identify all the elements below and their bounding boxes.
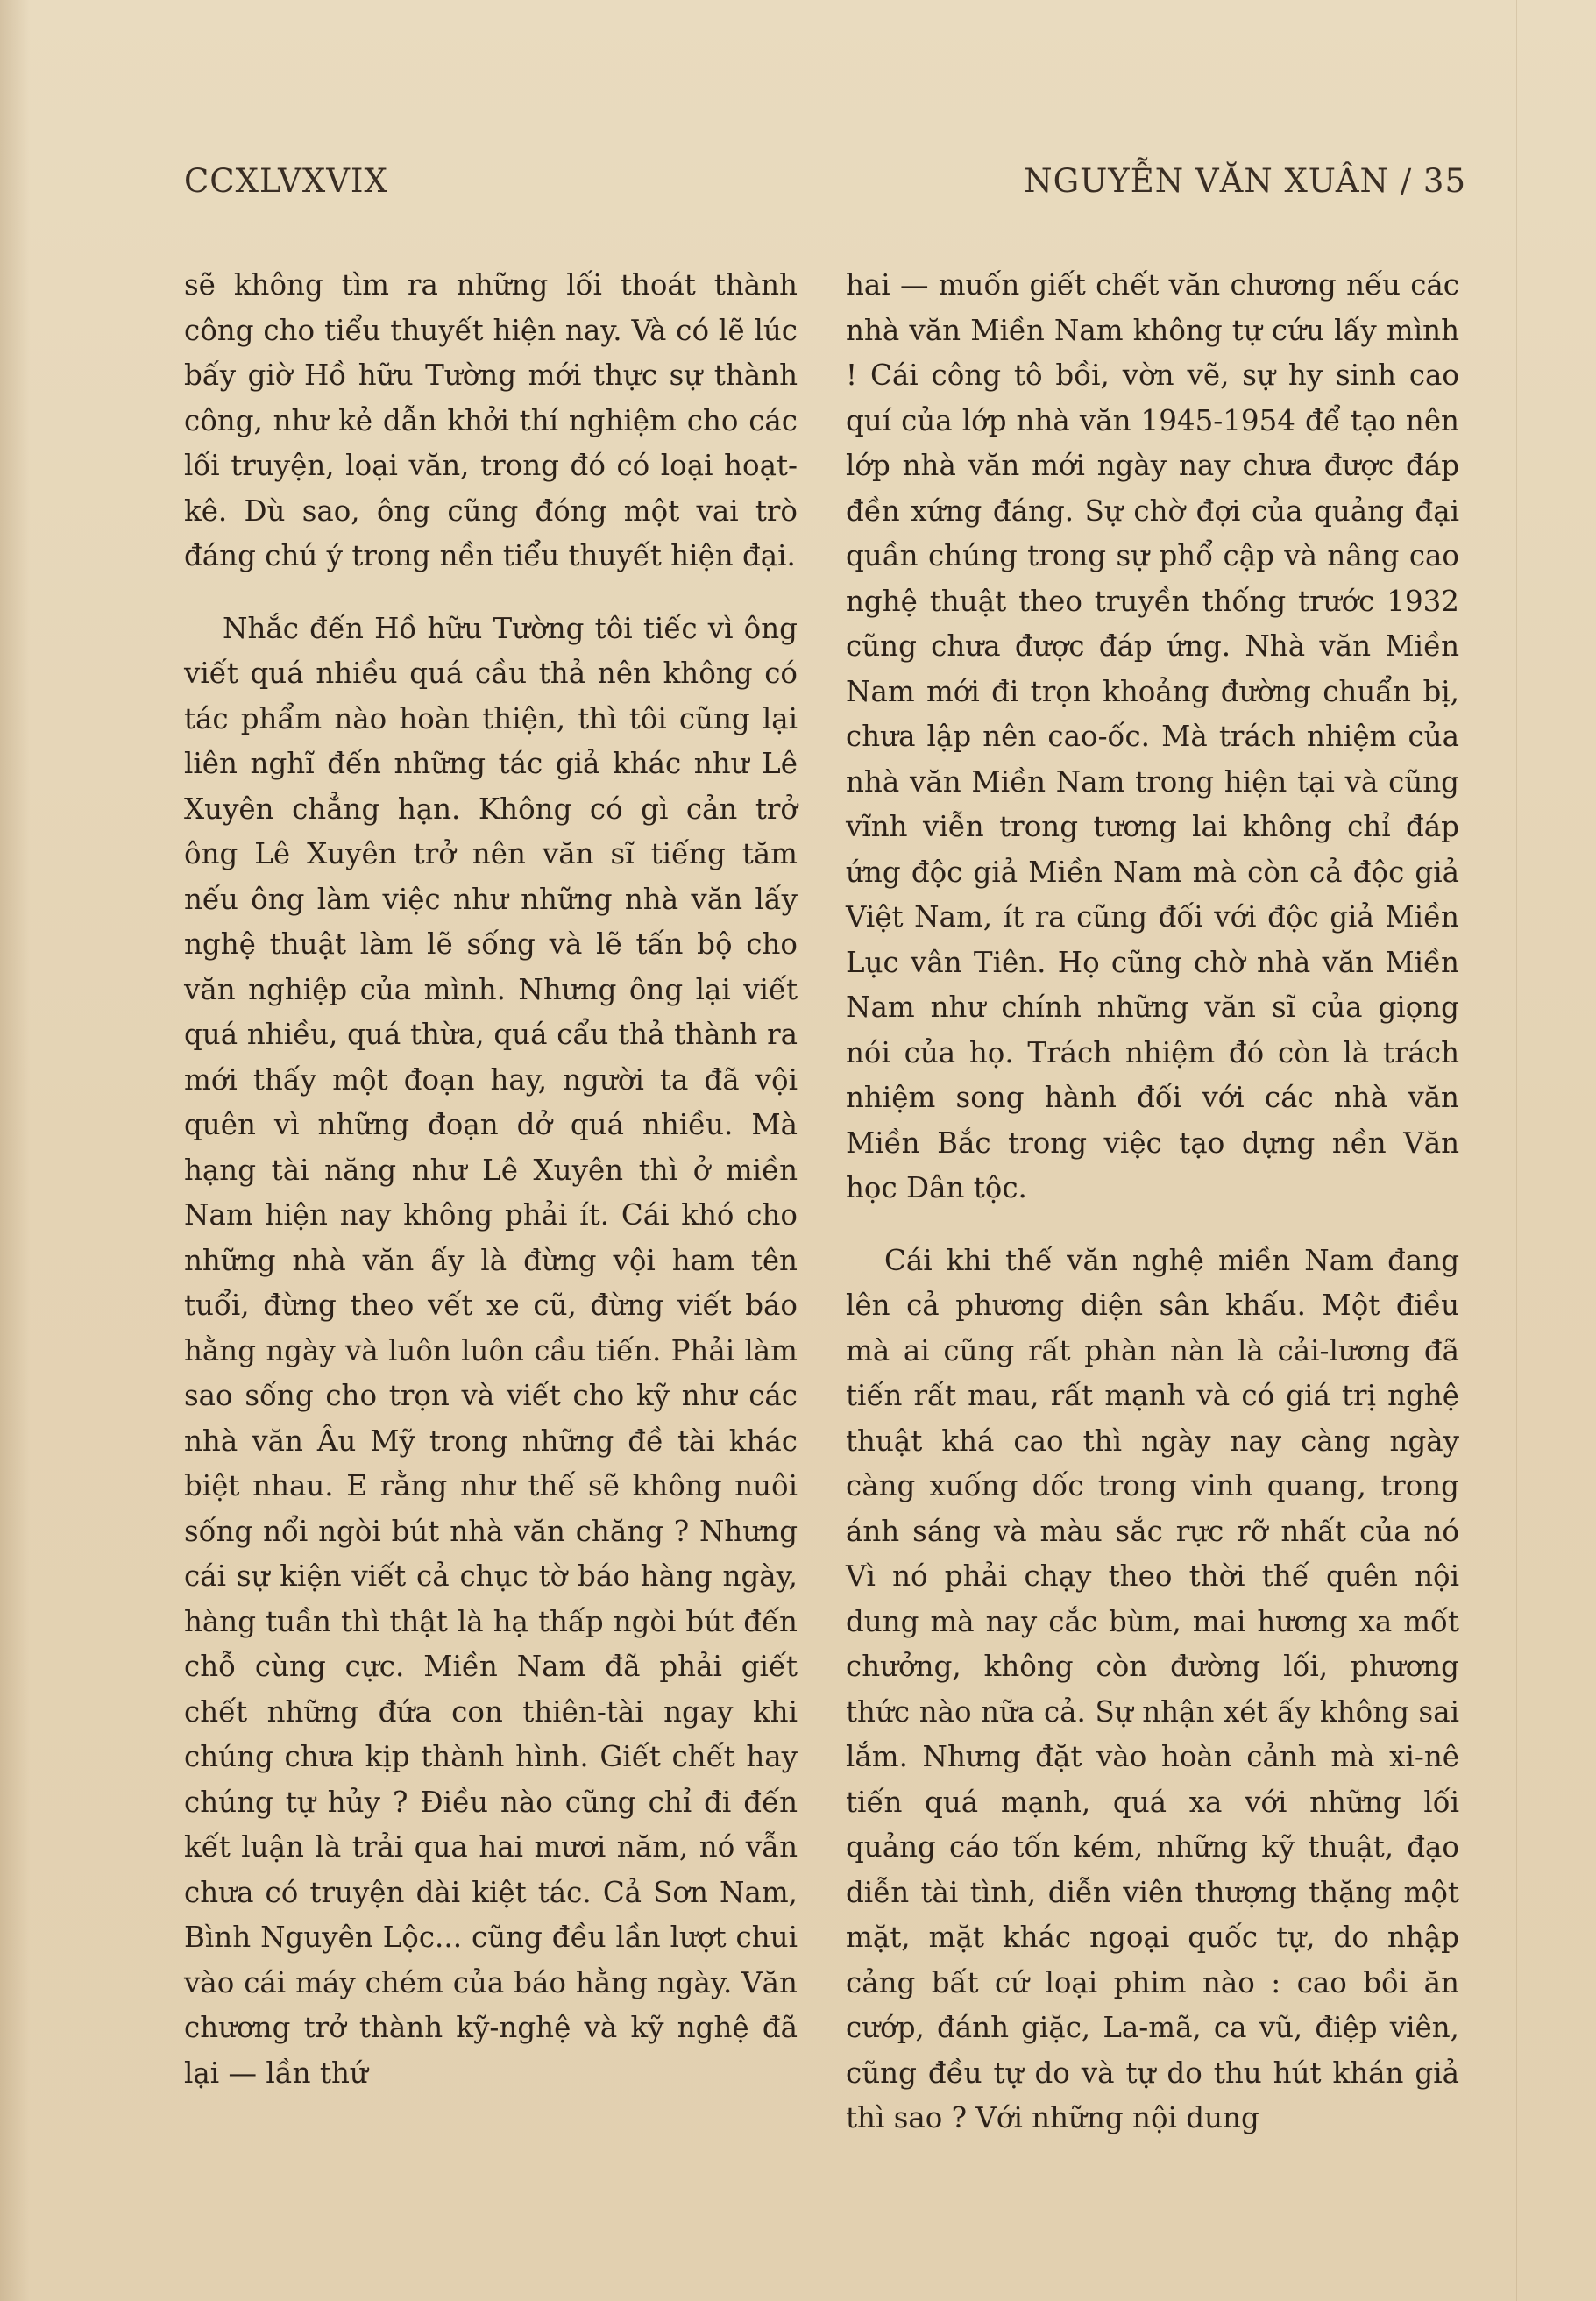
header-author-page-number: NGUYỄN VĂN XUÂN / 35 xyxy=(1024,162,1466,200)
page-fold-line xyxy=(1516,0,1517,2301)
text-column-right xyxy=(846,263,1459,2141)
paragraph: sẽ không tìm ra những lối thoát thành công cho tiểu thuyết hiện nay. Và có lẽ lúc bấy giờ Hồ hữu Tường mới thực sự thành công, như kẻ dẫn khởi thí nghiệm cho các lối truyện, loại văn, trong đó có loại hoạt-kê. Dù sao, ông cũng đóng một vai trò đáng chú ý trong nền tiểu thuyết hiện đại. xyxy=(184,268,798,572)
paragraph: Cái khi thế văn nghệ miền Nam đang lên cả phương diện sân khấu. Một điều mà ai cũng rất phàn nàn là cải-lương đã tiến rất mau, rất mạnh và có giá trị nghệ thuật khá cao thì ngày nay càng ngày càng xuống dốc trong vinh quang, trong ánh sáng và màu sắc rực rỡ nhất của nó Vì nó phải chạy theo thời thế quên nội dung mà nay cắc bùm, mai hương xa mốt chưởng, không còn đường lối, phương thức nào nữa cả. Sự nhận xét ấy không sai lắm. Nhưng đặt vào hoàn cảnh mà xi-nê tiến quá mạnh, quá xa với những lối quảng cáo tốn kém, những kỹ thuật, đạo diễn tài tình, diễn viên thượng thặng một mặt, mặt khác ngoại quốc tự, do nhập cảng bất cứ loại phim nào : cao bồi ăn cướp, đánh giặc, La-mã, ca vũ, điệp viên, cũng đều tự do và tự do thu hút khán giả thì sao ? Với những nội dung xyxy=(846,1243,1459,2134)
paragraph: hai — muốn giết chết văn chương nếu các nhà văn Miền Nam không tự cứu lấy mình ! Cái công tô bồi, vờn vẽ, sự hy sinh cao quí của lớp nhà văn 1945-1954 để tạo nên lớp nhà văn mới ngày nay chưa được đáp đền xứng đáng. Sự chờ đợi của quảng đại quần chúng trong sự phổ cập và nâng cao nghệ thuật theo truyền thống trước 1932 cũng chưa được đáp ứng. Nhà văn Miền Nam mới đi trọn khoảng đường chuẩn bị, chưa lập nên cao-ốc. Mà trách nhiệm của nhà văn Miền Nam trong hiện tại và cũng vĩnh viễn trong tương lai không chỉ đáp ứng độc giả Miền Nam mà còn cả độc giả Việt Nam, ít ra cũng đối với độc giả Miền Lục vân Tiên. Họ cũng chờ nhà văn Miền Nam như chính những văn sĩ của giọng nói của họ. Trách nhiệm đó còn là trách nhiệm song hành đối với các nhà văn Miền Bắc trong việc tạo dựng nền Văn học Dân tộc. xyxy=(846,268,1459,1204)
running-header xyxy=(184,162,1466,211)
header-left-text: CCXLVXVIX xyxy=(184,162,388,200)
paragraph: Nhắc đến Hồ hữu Tường tôi tiếc vì ông viết quá nhiều quá cầu thả nên không có tác phẩm nào hoàn thiện, thì tôi cũng lại liên nghĩ đến những tác giả khác như Lê Xuyên chẳng hạn. Không có gì cản trở ông Lê Xuyên trở nên văn sĩ tiếng tăm nếu ông làm việc như những nhà văn lấy nghệ thuật làm lẽ sống và lẽ tấn bộ cho văn nghiệp của mình. Nhưng ông lại viết quá nhiều, quá thừa, quá cẩu thả thành ra mới thấy một đoạn hay, người ta đã vội quên vì những đoạn dở quá nhiều. Mà hạng tài năng như Lê Xuyên thì ở miền Nam hiện nay không phải ít. Cái khó cho những nhà văn ấy là đừng vội ham tên tuổi, đừng theo vết xe cũ, đừng viết báo hằng ngày và luôn luôn cầu tiến. Phải làm sao sống cho trọn và viết cho kỹ như các nhà văn Âu Mỹ trong những đề tài khác biệt nhau. E rằng như thế sẽ không nuôi sống nổi ngòi bút nhà văn chăng ? Nhưng cái sự kiện viết cả chục tờ báo hàng ngày, hàng tuần thì thật là hạ thấp ngòi bút đến chỗ cùng cực. Miền Nam đã phải giết chết những đứa con thiên-tài ngay khi chúng chưa kịp thành hình. Giết chết hay chúng tự hủy ? Điều nào cũng chỉ đi đến kết luận là trải qua hai mươi năm, nó vẫn chưa có truyện dài kiệt tác. Cả Sơn Nam, Bình Nguyên Lộc... cũng đều lần lượt chui vào cái máy chém của báo hằng ngày. Văn chương trở thành kỹ-nghệ và kỹ nghệ đã lại — lần thứ xyxy=(184,611,798,2090)
text-column-left xyxy=(184,263,798,2096)
